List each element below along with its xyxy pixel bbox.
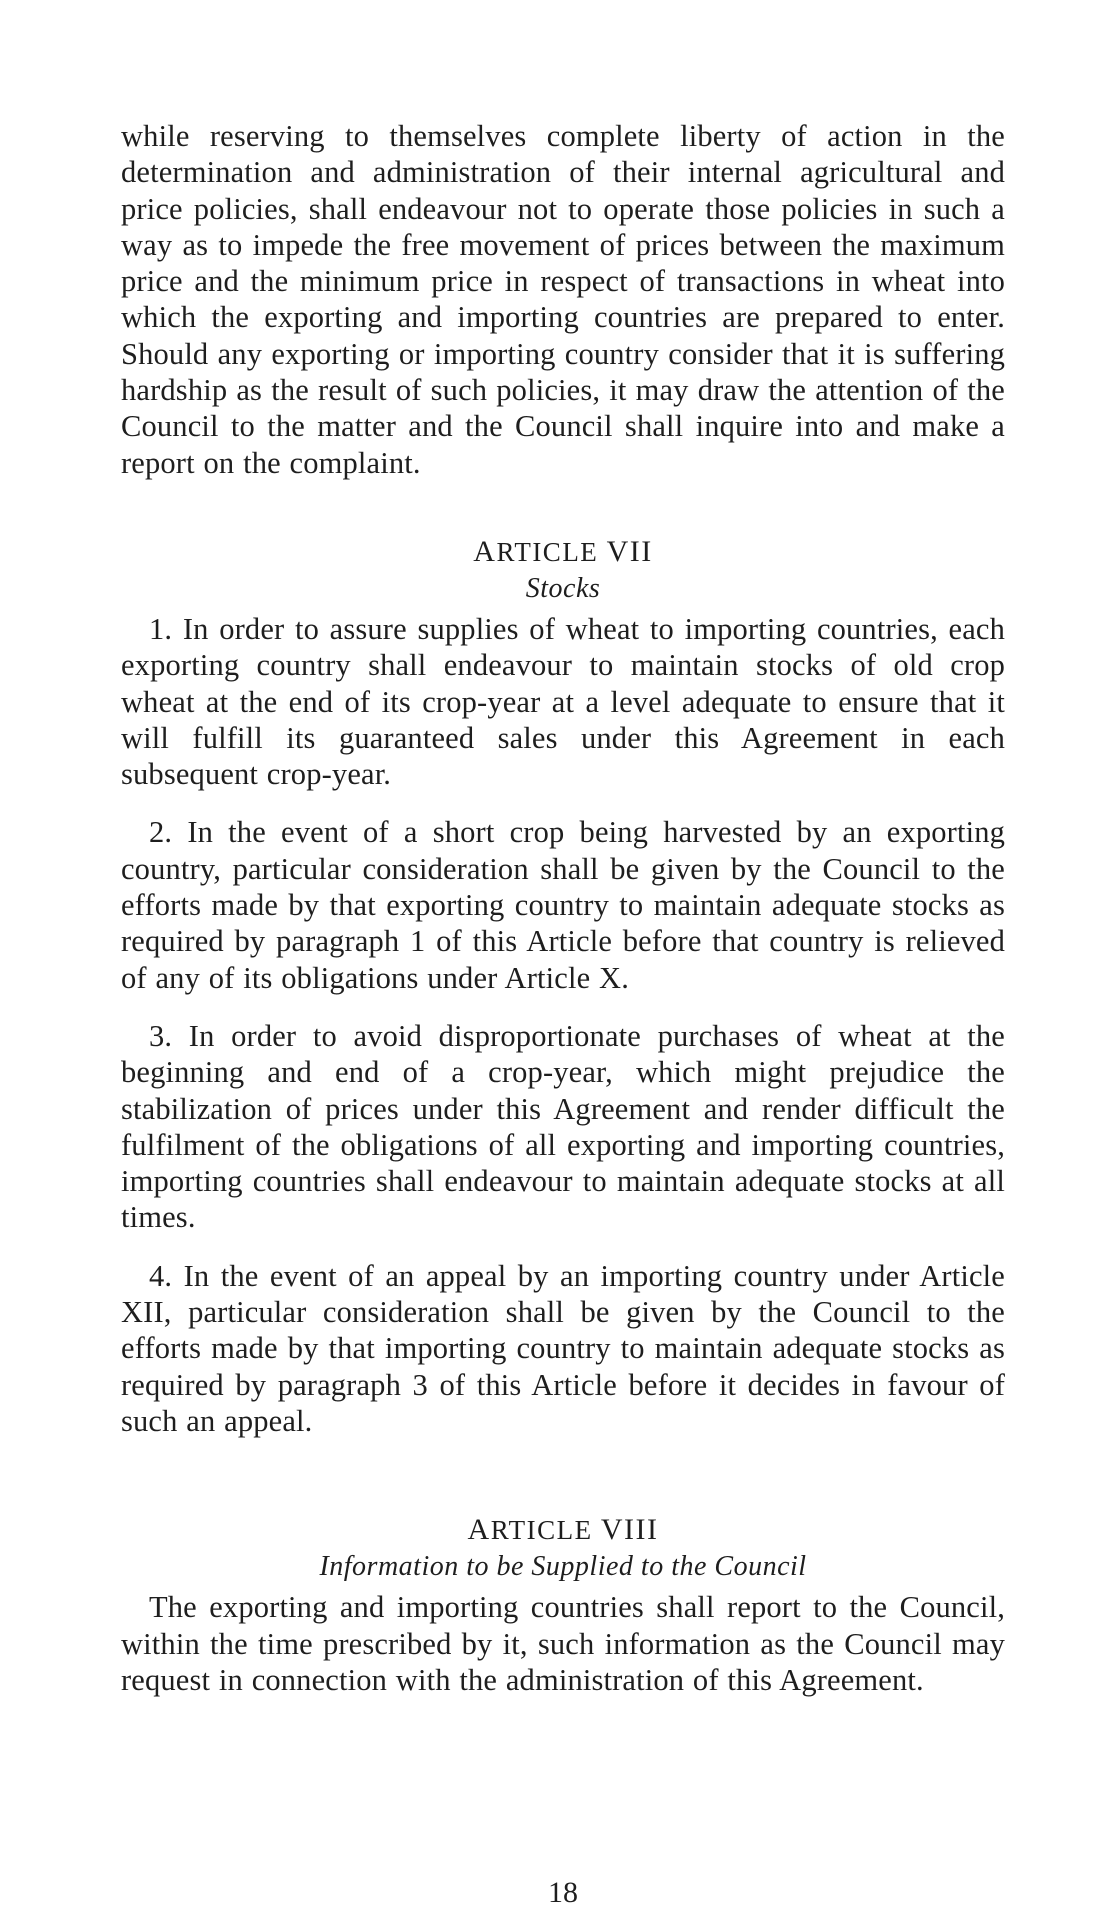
article-viii-paragraph: The exporting and importing countries shall report to the Council, within the time prescribed by it, such information as the Council may request in connection with the administration of this Agreement. [121,1590,1005,1697]
article-vii-heading: ARTICLE VII [473,534,653,568]
article-viii-subtitle: Information to be Supplied to the Council [319,1551,807,1583]
article-vii-paragraph-4: 4. In the event of an appeal by an importing country under Article XII, particular consideration shall be given by the Council to the efforts made by that importing country to maintain adequate stocks as required by paragraph 3 of this Article before it decides in favour of such an appeal. [121,1258,1005,1438]
article-viii-section [121,1513,1005,1698]
article-viii-heading: ARTICLE VIII [467,1513,659,1547]
article-vii-subtitle: Stocks [525,572,601,604]
article-vii-section [121,535,1005,1439]
page-number: 18 [548,1876,578,1909]
article-vii-paragraph-3: 3. In order to avoid disproportionate purchases of wheat at the beginning and end of a crop-year, which might prejudice the stabilization of prices under this Agreement and render difficult the fulfilment of the obligations of all exporting and importing countries, importing countries shall endeavour to maintain adequate stocks at all times. [121,1018,1005,1235]
article-vii-paragraph-2: 2. In the event of a short crop being harvested by an exporting country, particular consideration shall be given by the Council to the efforts made by that exporting country to maintain adequate stocks as required by paragraph 1 of this Article before that country is relieved of any of its obligations under Article X. [121,815,1005,995]
document-page [121,118,1005,1909]
intro-paragraph: while reserving to themselves complete liberty of action in the determination and administration of their internal agricultural and price policies, shall endeavour not to operate those policies in such a way as to impede the free movement of prices between the maximum price and the minimum price in respect of transactions in wheat into which the exporting and importing countries are prepared to enter. Should any exporting or importing country consider that it is suffering hardship as the result of such policies, it may draw the attention of the Council to the matter and the Council shall inquire into and make a report on the complaint. [121,119,1005,480]
article-vii-paragraph-1: 1. In order to assure supplies of wheat to importing countries, each exporting country shall endeavour to maintain stocks of old crop wheat at the end of its crop-year at a level adequate to ensure that it will fulfill its guaranteed sales under this Agreement in each subsequent crop-year. [121,611,1005,792]
